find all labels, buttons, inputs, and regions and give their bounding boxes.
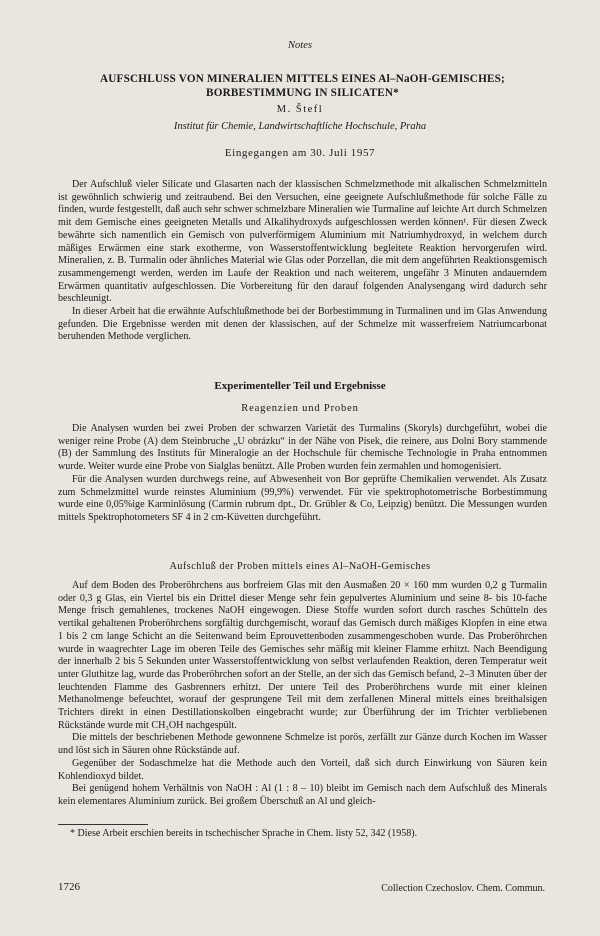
procedure-paragraph-3: Gegenüber der Sodaschmelze hat die Methode auch den Vorteil, daß sich durch Einwirkung von Säuren kein Kohlendioxyd bildet. — [58, 757, 547, 782]
abstract-paragraph-2: In dieser Arbeit hat die erwähnte Aufschlußmethode bei der Borbestimmung in Turmalinen und im Glas Anwendung gefunden. Die Ergebnisse werden mit denen der klassischen, auf der Schmelze mit wasserfreiem Natriumcarbonat beruhenden Methode verglichen. — [58, 306, 547, 343]
subsection-heading-reagents: Reagenzien und Proben — [241, 403, 359, 414]
running-head: Notes — [288, 40, 312, 51]
affiliation: Institut für Chemie, Landwirtschaftliche Hochschule, Praha — [173, 121, 427, 132]
footnote-rule — [58, 824, 148, 825]
abstract-paragraph-1: Der Aufschluß vieler Silicate und Glasarten nach der klassischen Schmelzmethode mit alkalischen Schmelzmitteln ist gewöhnlich schwierig und zeitraubend. Bei den Versuchen, eine geeignete Aufschlußmethode für solche Fälle zu finden, wurde festgestellt, daß auch sehr schwer schmelzbare Mineralien wie Turmaline auf leichte Art durch Schmelzen mit dem Gemische eines geeigneten Metalls und Alkalihydroxyds aufgeschlossen werden können¹. Für diesen Zweck bewährte sich namentlich ein Gemisch von pulverförmigem Aluminium mit Natriumhydroxyd, in welchem durch mäßiges Erwärmen eine stark exotherme, von Wasserstoffentwicklung begleitete Reaktion hervorgerufen wird. Mineralien, z. B. Turmalin oder ähnliches Material wie Glas oder Porzellan, die mit dem angeführten Reaktionsgemisch zusammengemengt werden, werden im Laufe der Reaktion und nach weiterem, ungefähr 3 Minuten andauerndem Erwärmen quantitativ aufgeschlossen. Die Vorbereitung für den darauf folgenden Analysengang wird dadurch sehr beschleunigt. — [58, 179, 547, 305]
reagents-paragraph-1: Die Analysen wurden bei zwei Proben der schwarzen Varietät des Turmalins (Skoryls) durchgeführt, wobei die weniger reine Probe (A) dem Steinbruche „U obrázku“ in der Nähe von Písek, die reinere, aus Dolní Bory stammende (B) der Sammlung des Instituts für Mineralogie an der Hochschule für chemische Technologie in Praha entnommen wurde. Weiter wurde eine Probe von Sialglas benützt. Alle Proben wurden fein zermahlen und homogenisiert. — [58, 423, 547, 473]
procedure-paragraph-4: Bei genügend hohem Verhältnis von NaOH : Al (1 : 8 – 10) bleibt im Gemisch nach dem Aufschluß des Minerals kein elementares Aluminium zurück. Bei großem Überschuß an Al und gleich- — [58, 783, 547, 807]
reagents-paragraph-2: Für die Analysen wurden durchwegs reine, auf Abwesenheit von Bor geprüfte Chemikalien verwendet. Als Zusatz zum Schmelzmittel wurde reinstes Aluminium (99,9%) verwendet. Für vie spektrophotometrische Borbestimmung wurde eine 0,05%ige Karminlösung (Carmin rubrum dpt., Dr. Grübler & Co, Leipzig) benützt. Die Messungen wurden mittels Spektrophotometers SF 4 in 2 cm-Küvetten durchgeführt. — [58, 473, 547, 523]
author: M. Štefl — [276, 104, 324, 115]
procedure-paragraph-1: Auf dem Boden des Proberöhrchens aus borfreiem Glas mit den Ausmaßen 20 × 160 mm wurden 0,2 g Turmalin oder 0,3 g Glas, ein Viertel bis ein Drittel dieser Menge sehr fein gepulvertes Aluminium und seine 8- bis 10-fache Menge frisch gemahlenes, trockenes NaOH eingewogen. Diese Stoffe wurden sofort durch rasches Schütteln des vertikal gehaltenen Proberöhrchens sorgfältig durchgemischt, worauf das Gemisch durch mäßiges Klopfen in eine etwa 1 bis 2 cm lange Schicht an die Seitenwand beim Eprouvettenboden zusammengeschoben wurde. Das Proberöhrchen wurde in waagrechter Lage im oberen Teile des Gemisches sehr mäßig mit kleiner Flamme erhitzt. Nach Beendigung der innerhalb 2 bis 5 Sekunden unter Wasserstoffentwicklung von selbst verlaufenden Reaktion, deren Temperatur weit unter Gluthitze lag, wurde das Proberöhrchen sofort an der Stelle, an der sich das Gemisch befand, 2–3 Minuten über der leuchtenden Flamme des Gasbrenners erhitzt. Der untere Teil des Proberöhrchens wurde mit einer kleinen Methanolmenge befeuchtet, worauf der gesprungene Teil mit dem zerfallenen Mineral mittels eines breithalsigen Trichters direkt in einen Destillationskolben eingebracht wurde; zur Überführung der im Trichter verbliebenen Rückstände wurde mit CH₃OH nachgespült. — [58, 580, 547, 731]
subsection-heading-procedure: Aufschluß der Proben mittels eines Al–NaOH-Gemisches — [169, 561, 431, 572]
section-heading: Experimenteller Teil und Ergebnisse — [214, 380, 386, 392]
footnote: * Diese Arbeit erschien bereits in tschechischer Sprache in Chem. listy 52, 342 (1958). — [70, 828, 418, 839]
title-line-1: AUFSCHLUSS VON MINERALIEN MITTELS EINES Al–NaOH-GEMISCHES; — [100, 73, 505, 85]
abstract — [58, 179, 547, 344]
procedure-paragraph-2: Die mittels der beschriebenen Methode gewonnene Schmelze ist porös, zerfällt zur Gänze durch Kochen im Wasser und löst sich in Säuren ohne Rückstände auf. — [58, 732, 547, 757]
page-number: 1726 — [58, 881, 80, 893]
received-date: Eingegangen am 30. Juli 1957 — [224, 147, 376, 159]
journal-name: Collection Czechoslov. Chem. Commun. — [381, 883, 545, 894]
reagents-text — [58, 423, 547, 525]
article-title — [58, 72, 547, 100]
title-line-2: BORBESTIMMUNG IN SILICATEN* — [206, 87, 399, 99]
procedure-text — [58, 580, 547, 809]
